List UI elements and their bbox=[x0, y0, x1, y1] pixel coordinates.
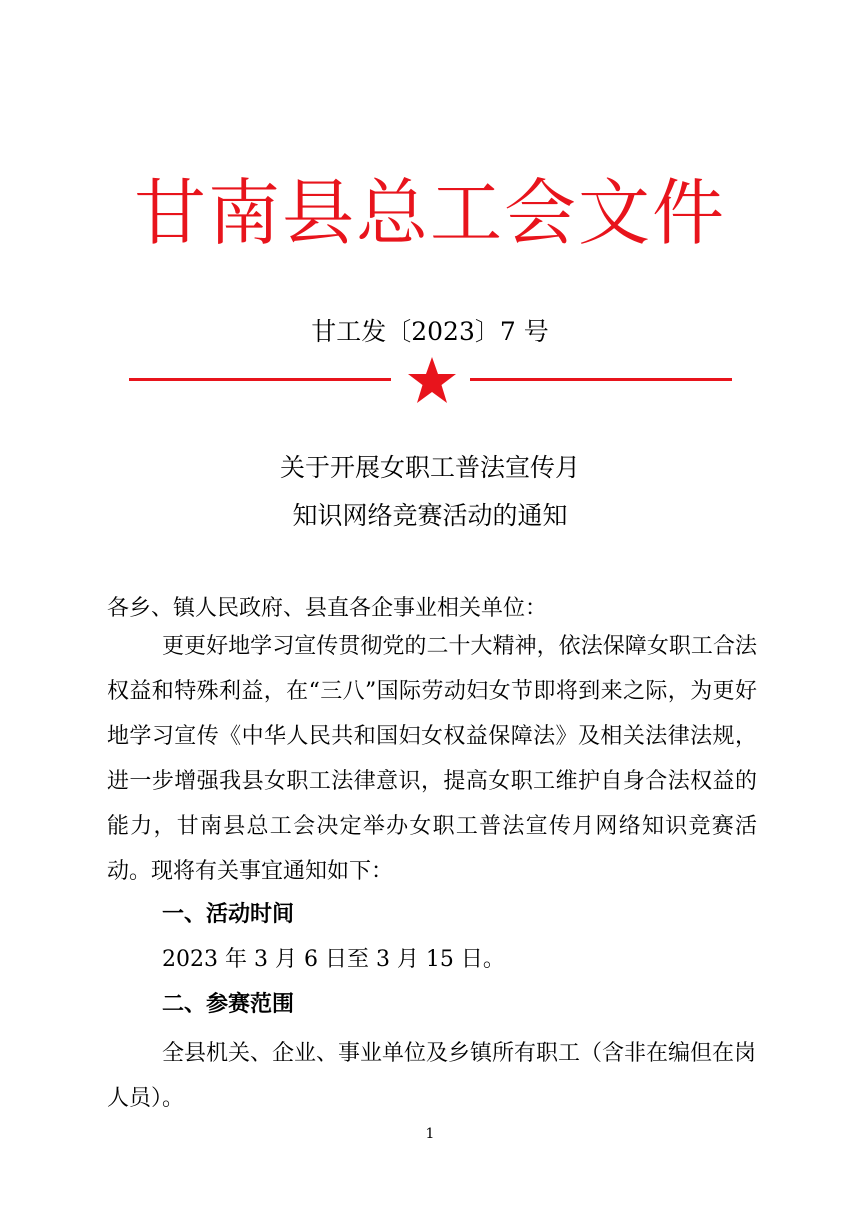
notice-title-line-2: 知识网络竞赛活动的通知 bbox=[292, 501, 568, 530]
star-shape bbox=[408, 357, 456, 403]
section-heading-time: 一、活动时间 bbox=[162, 902, 295, 927]
section-heading-scope: 二、参赛范围 bbox=[162, 992, 295, 1017]
page-number: 1 bbox=[425, 1126, 435, 1142]
salutation: 各乡、镇人民政府、县直各企事业相关单位： bbox=[107, 596, 548, 621]
section-content-time: 2023 年 3 月 6 日至 3 月 15 日。 bbox=[162, 947, 505, 972]
masthead-title: 甘南县总工会文件 bbox=[133, 171, 726, 255]
intro-paragraph: 更更好地学习宣传贯彻党的二十大精神，依法保障女职工合法权益和特殊利益，在“三八”国际劳动妇女节即将到来之际，为更好地学习宣传《中华人民共和国妇女权益保障法》及相关法律法规，进一步增强我县女职工法律意识，提高女职工维护自身合法权益的能力，甘南县总工会决定举办女职工普法宣传月网络知识竞赛活动。现将有关事宜通知如下： bbox=[107, 634, 757, 884]
star-icon bbox=[407, 356, 457, 404]
notice-title-line-1: 关于开展女职工普法宣传月 bbox=[279, 453, 580, 482]
document-number: 甘工发〔2023〕7 号 bbox=[311, 317, 549, 346]
section-content-scope: 全县机关、企业、事业单位及乡镇所有职工（含非在编但在岗人员）。 bbox=[107, 1041, 757, 1111]
red-rule-left bbox=[129, 378, 391, 381]
red-rule-right bbox=[470, 378, 732, 381]
